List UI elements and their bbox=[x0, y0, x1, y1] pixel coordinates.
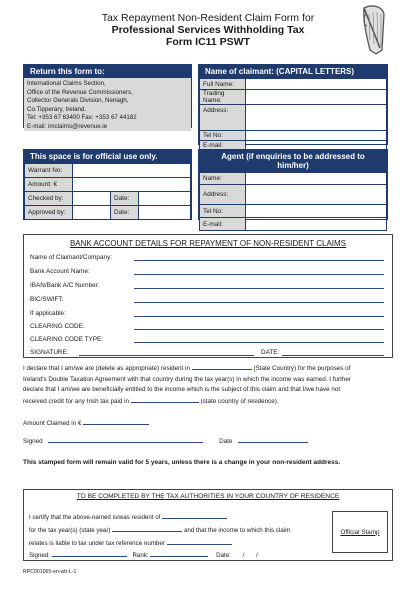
official-table bbox=[24, 163, 191, 220]
signed-field[interactable] bbox=[48, 436, 203, 443]
amount-claimed-label: Amount Claimed in € bbox=[23, 420, 82, 427]
income-label: and that the income to which this claim bbox=[183, 527, 291, 534]
form-title-line3: Form IC11 PSWT bbox=[165, 36, 250, 48]
clearing-code-type-label: CLEARING CODE TYPE: bbox=[30, 336, 104, 343]
amount-field[interactable] bbox=[73, 178, 191, 192]
checked-label: Checked by: bbox=[25, 192, 73, 206]
declaration-part3: Ireland's Double Taxation Agreement with that country during the tax year(s) in which the income was earned. I further bbox=[23, 375, 351, 383]
form-header bbox=[0, 12, 416, 48]
form-reference: RPC001065-en-wb-L-1 bbox=[23, 569, 77, 575]
tax-year-label: for the tax year(s) (state year) bbox=[29, 527, 111, 534]
validity-notice: This stamped form will remain valid for 5 years, unless there is a change in your non-resident address. bbox=[23, 459, 341, 466]
tax-ref-field[interactable] bbox=[167, 538, 232, 545]
if-applicable-label: If applicable: bbox=[30, 310, 66, 317]
bank-details-section bbox=[23, 234, 393, 358]
checked-date-field[interactable] bbox=[139, 192, 191, 206]
agent-tel-label: Tel No: bbox=[200, 205, 246, 218]
return-line: International Claims Section, bbox=[27, 80, 106, 87]
claimant-box-title: Name of claimant: (CAPITAL LETTERS) bbox=[199, 65, 387, 78]
tax-year-row bbox=[29, 525, 290, 534]
return-line: Collector Generals Division, Nenagh, bbox=[27, 97, 129, 104]
date-field[interactable] bbox=[238, 436, 308, 443]
declaration-part5: received credit for any Irish tax paid in bbox=[23, 397, 130, 405]
signature-label: SIGNATURE: bbox=[30, 349, 69, 356]
clearing-code-label: CLEARING CODE: bbox=[30, 323, 85, 330]
email-label: E-mail: bbox=[200, 141, 246, 151]
bic-line[interactable] bbox=[134, 302, 384, 303]
return-line: E-mail: imclaims@revenue.ie bbox=[27, 122, 108, 130]
if-applicable-line[interactable] bbox=[134, 316, 384, 317]
date-slash: / bbox=[256, 552, 258, 559]
warrant-label: Warrant No: bbox=[25, 164, 73, 178]
rank-field[interactable] bbox=[150, 550, 208, 557]
claimant-box bbox=[198, 64, 388, 149]
trading-name-label: Trading Name: bbox=[200, 90, 246, 105]
agent-address-label: Address: bbox=[200, 185, 246, 205]
agent-box-title: Agent (if enquiries to be addressed to him/her) bbox=[199, 150, 387, 172]
agent-email-label: E-mail: bbox=[200, 218, 246, 231]
amount-claimed-field[interactable] bbox=[83, 418, 149, 425]
iban-label: IBAN/Bank A/C Number: bbox=[30, 282, 100, 289]
return-address bbox=[24, 78, 191, 131]
tax-country-field[interactable] bbox=[131, 396, 199, 403]
iban-line[interactable] bbox=[134, 288, 384, 289]
claimant-company-label: Name of Claimant/Company: bbox=[30, 254, 113, 261]
claimant-table bbox=[199, 78, 387, 151]
clearing-code-line[interactable] bbox=[134, 329, 384, 330]
harp-logo-icon bbox=[360, 4, 388, 56]
checked-field[interactable] bbox=[73, 192, 111, 206]
declaration-part2: (State Country) for the purposes of bbox=[253, 365, 351, 372]
approved-label: Approved by: bbox=[25, 206, 73, 220]
return-box-title: Return this form to: bbox=[24, 65, 191, 78]
authority-title: TO BE COMPLETED BY THE TAX AUTHORITIES IN YOUR COUNTRY OF RESIDENCE bbox=[76, 493, 340, 500]
form-title-line2: Professional Services Withholding Tax bbox=[111, 24, 305, 36]
signed-row bbox=[23, 436, 308, 445]
return-address-box bbox=[23, 64, 192, 128]
return-line: Tel: +353 67 63400 Fax: +353 67 44182 bbox=[27, 114, 137, 121]
signature-line[interactable] bbox=[79, 355, 254, 356]
bank-account-name-label: Bank Account Name: bbox=[30, 268, 90, 275]
authority-signed-label: Signed: bbox=[29, 552, 50, 559]
bank-date-line[interactable] bbox=[282, 355, 384, 356]
address-label: Address: bbox=[200, 105, 246, 131]
official-use-box bbox=[23, 149, 192, 220]
official-stamp-box bbox=[332, 511, 388, 553]
agent-name-field[interactable] bbox=[246, 173, 387, 185]
agent-tel-field[interactable] bbox=[246, 205, 387, 218]
declaration-text bbox=[23, 363, 395, 407]
agent-email-field[interactable] bbox=[246, 218, 387, 231]
certify-row bbox=[29, 512, 227, 521]
authority-sign-row bbox=[29, 550, 258, 559]
checked-date-label: Date: bbox=[111, 192, 139, 206]
approved-date-label: Date: bbox=[111, 206, 139, 220]
authority-signed-field[interactable] bbox=[52, 550, 127, 557]
declaration-part4: declare that I am/we are beneficially entitled to the income which is the subject of this claim and that I/we have not bbox=[23, 386, 341, 393]
bic-label: BIC/SWIFT: bbox=[30, 296, 64, 303]
return-line: Co.Tipperary, Ireland. bbox=[27, 105, 87, 113]
approved-date-field[interactable] bbox=[139, 206, 191, 220]
agent-name-label: Name: bbox=[200, 173, 246, 185]
form-title-line1: Tax Repayment Non-Resident Claim Form for bbox=[101, 12, 315, 24]
agent-address-field[interactable] bbox=[246, 185, 387, 205]
official-stamp-label: Official Stamp bbox=[340, 528, 380, 536]
bank-date-label: DATE: bbox=[261, 349, 280, 356]
claimant-company-line[interactable] bbox=[134, 260, 384, 261]
full-name-field[interactable] bbox=[246, 79, 387, 90]
address-field[interactable] bbox=[246, 105, 387, 131]
official-box-title: This space is for official use only. bbox=[24, 150, 191, 163]
bank-title: BANK ACCOUNT DETAILS FOR REPAYMENT OF NON-RESIDENT CLAIMS bbox=[69, 239, 347, 248]
amount-label: Amount: € bbox=[25, 178, 73, 192]
agent-table bbox=[199, 172, 387, 231]
approved-field[interactable] bbox=[73, 206, 111, 220]
tax-year-field[interactable] bbox=[112, 525, 182, 532]
return-line: Office of the Revenue Commissioners, bbox=[27, 88, 133, 96]
signed-label: Signed bbox=[23, 438, 43, 445]
declaration-part1: I declare that I am/we are (delete as appropriate) resident in bbox=[23, 365, 190, 372]
tel-label: Tel No: bbox=[200, 131, 246, 141]
amount-claimed bbox=[23, 418, 149, 427]
authority-date-label: Date: bbox=[216, 552, 231, 559]
agent-box bbox=[198, 149, 388, 228]
tax-authority-section bbox=[23, 489, 393, 561]
warrant-field[interactable] bbox=[73, 164, 191, 178]
resident-country-field[interactable] bbox=[192, 363, 252, 370]
trading-name-field[interactable] bbox=[246, 90, 387, 105]
resident-of-field[interactable] bbox=[162, 512, 227, 519]
tax-ref-row bbox=[29, 538, 232, 547]
full-name-label: Full Name: bbox=[200, 79, 246, 90]
bank-account-name-line[interactable] bbox=[134, 274, 384, 275]
clearing-code-type-line[interactable] bbox=[134, 342, 384, 343]
tel-field[interactable] bbox=[246, 131, 387, 141]
declaration-part6: (state country of residence). bbox=[200, 397, 279, 405]
date-label: Date bbox=[219, 438, 233, 445]
rank-label: Rank: bbox=[132, 552, 149, 559]
certify-label: I certify that the above-named is/was resident of bbox=[29, 514, 161, 521]
date-slash: / bbox=[242, 552, 245, 559]
tax-ref-label: relates is liable to tax under tax reference number bbox=[29, 540, 165, 547]
